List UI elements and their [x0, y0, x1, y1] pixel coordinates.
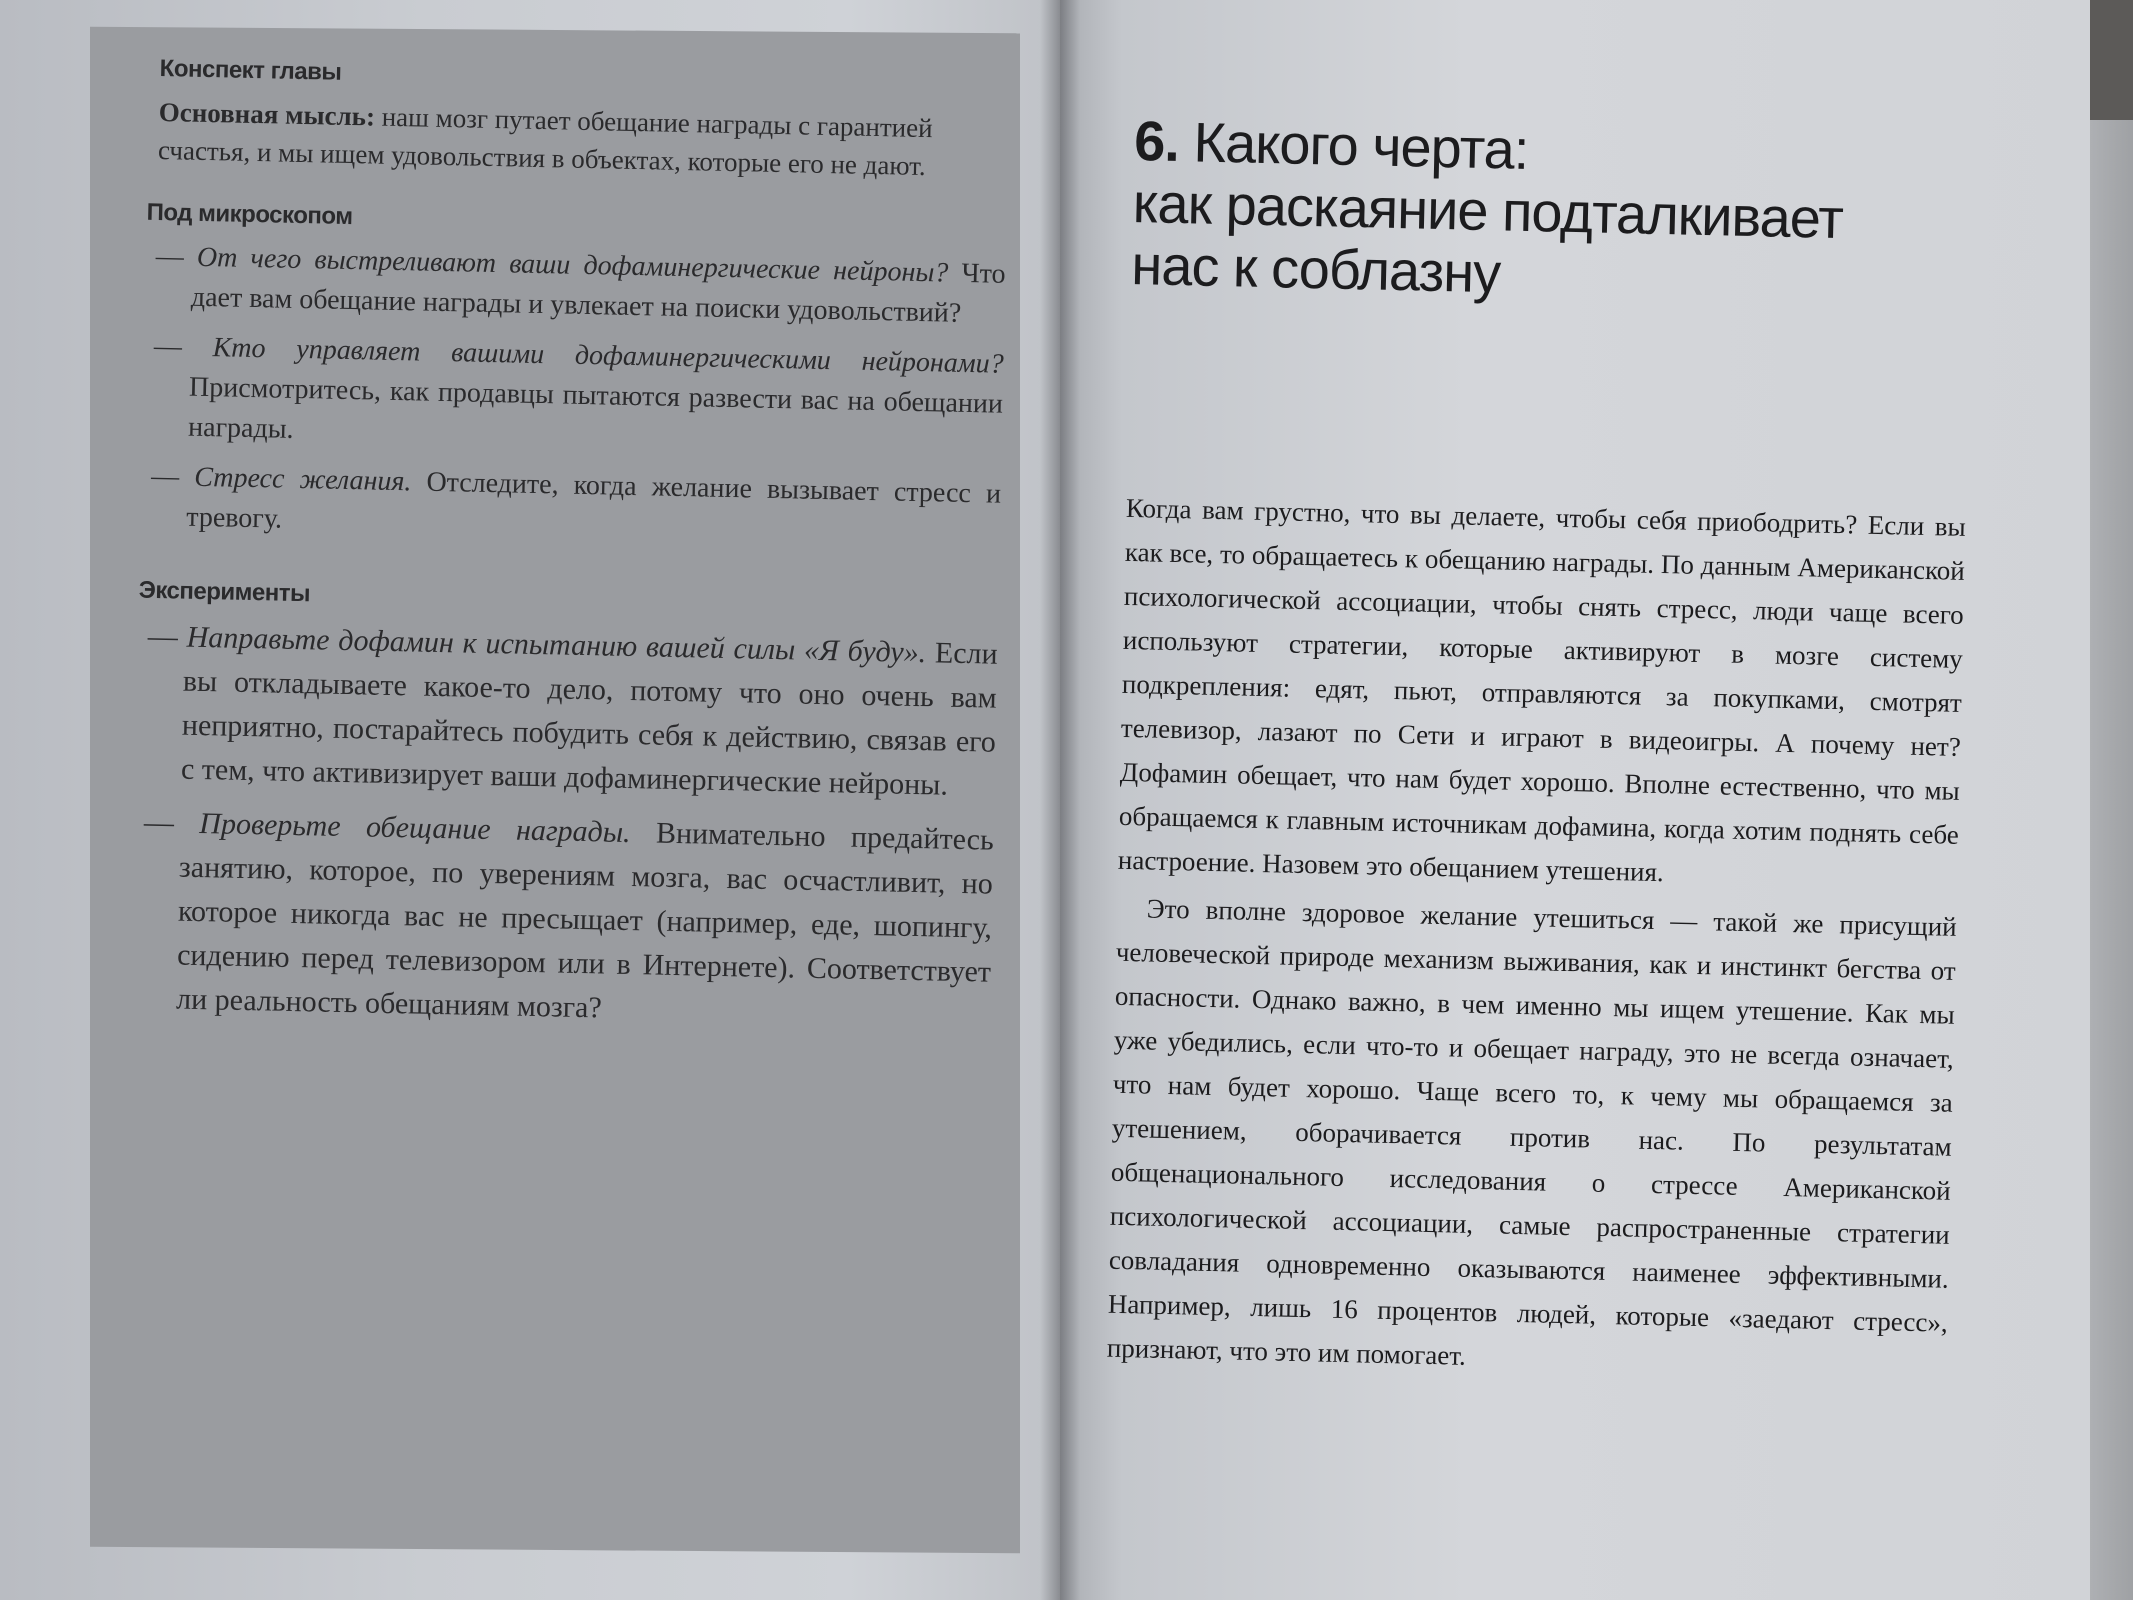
item-italic: Кто управляет вашими дофаминергическими нейронами?: [212, 332, 1005, 380]
chapter-number: 6.: [1133, 109, 1180, 173]
chapter-summary-content: [140, 55, 1010, 1049]
microscope-heading: Под микроскопом: [146, 198, 353, 231]
microscope-item: — Кто управляет вашими дофаминергическими нейронами? Присмотритесь, как продавцы пытаются развести вас на обещании награды.: [153, 330, 1005, 445]
chapter-title-line2: как раскаяние подталкивает: [1132, 170, 1844, 251]
item-text: Отследите, когда желание вызывает стресс и тревогу.: [186, 466, 1002, 535]
item-italic: От чего выстреливают ваши дофаминергические нейроны?: [196, 241, 949, 289]
item-italic: Стресс желания.: [193, 461, 412, 498]
item-text: Внимательно предайтесь занятию, которое, по уверениям мозга, вас осчастливит, но которое никогда вас не пресыщает (например, еде, шопингу, сидению перед телевизором или в Интернете). Соответствует ли реальность обещаниям мозга?: [175, 816, 995, 1025]
item-text: Что дает вам обещание награды и увлекает на поиски удовольствий?: [190, 257, 1006, 329]
chapter-title-line1: Какого черта:: [1178, 110, 1530, 181]
microscope-item: — От чего выстреливают ваши дофаминергические нейроны? Что дает вам обещание награды и увлекает на поиски удовольствий?: [155, 240, 1006, 329]
item-italic: Проверьте обещание награды.: [199, 806, 631, 850]
item-italic: Направьте дофамин к испытанию вашей силы «Я буду».: [186, 620, 927, 670]
main-thought-text: наш мозг путает обещание награды с гарантией счастья, и мы ищем удовольствия в объектах, которые его не дают.: [157, 101, 933, 182]
body-paragraph: Это вполне здоровое желание утешиться — такой же присущий человеческой природе механизм выживания, как и инстинкт бегства от опасности. Однако важно, в чем именно мы ищем утешение. Как мы уже убедились, если что-то и обещает награду, это не всегда означает, что нам будет хорошо. Чаще всего то, к чему мы обращаемся за утешением, оборачивается против нас. По результатам общенационального исследования о стрессе Американской психологической ассоциации, самые распространенные стратегии совладания одновременно оказываются наименее эффективными. Например, лишь 16 процентов людей, которые «заедают стресс», признают, что это им помогает.: [1106, 893, 1958, 1371]
summary-heading: Конспект главы: [159, 55, 342, 86]
item-text: Если вы откладываете какое-то дело, потому что оно очень вам неприятно, постарайтесь побудить себя к действию, связав его с тем, что активизирует ваши дофаминергические нейроны.: [180, 636, 998, 802]
chapter-title-line3: нас к соблазну: [1130, 232, 1501, 305]
chapter-content: [1106, 110, 1974, 1389]
item-text: Присмотритесь, как продавцы пытаются развести вас на обещании награды.: [187, 371, 1004, 445]
microscope-item: — Стресс желания. Отследите, когда желание вызывает стресс и тревогу.: [150, 460, 1002, 535]
chapter-title: [1131, 110, 1975, 315]
experiments-heading: Эксперименты: [138, 576, 311, 608]
experiment-item: — Проверьте обещание награды. Внимательно предайтесь занятию, которое, по уверениям мозга, вас осчастливит, но которое никогда вас не пресыщает (например, еде, шопингу, сидению перед телевизором или в Интернете). Соответствует ли реальность обещаниям мозга?: [143, 805, 995, 1025]
experiment-item: — Направьте дофамин к испытанию вашей силы «Я буду». Если вы откладываете какое-то дело, потому что оно очень вам неприятно, постарайтесь побудить себя к действию, связав его с тем, что активизирует ваши дофаминергические нейроны.: [147, 619, 998, 802]
main-thought: [158, 93, 1009, 187]
book-spine: [1040, 0, 1080, 1600]
body-paragraph: Когда вам грустно, что вы делаете, чтобы себя приободрить? Если вы как все, то обращаетесь к обещанию награды. По данным Американской психологической ассоциации, чтобы снять стресс, люди чаще всего используют стратегии, которые активируют в мозге систему подкрепления: едят, пьют, отправляются за покупками, смотрят телевизор, лазают по Сети и играют в видеоигры. А почему нет? Дофамин обещает, что нам будет хорошо. Вполне естественно, что мы обращаемся к главным источникам дофамина, когда хотим поднять себе настроение. Назовем это обещанием утешения.: [1117, 492, 1967, 888]
main-thought-label: Основная мысль:: [158, 96, 376, 132]
